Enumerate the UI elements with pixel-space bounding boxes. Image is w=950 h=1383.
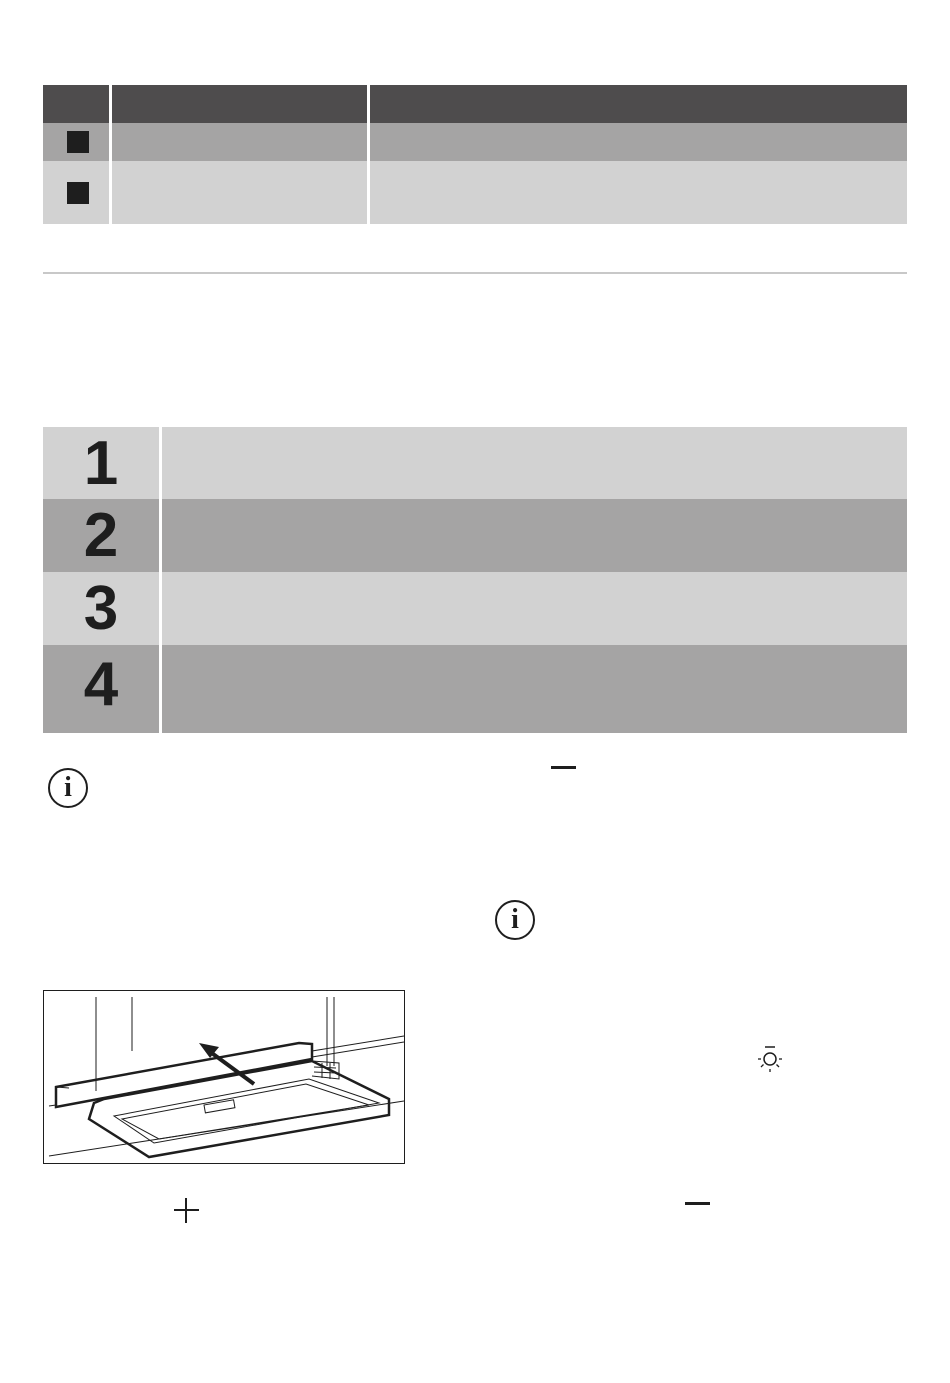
square-symbol-icon — [67, 182, 89, 204]
section-divider — [43, 272, 907, 274]
step-number: 1 — [83, 428, 119, 498]
plus-icon — [174, 1198, 199, 1223]
step-divider — [159, 499, 162, 572]
light-bulb-icon — [757, 1045, 783, 1073]
hood-drawing — [44, 991, 404, 1163]
step-number: 4 — [83, 649, 119, 719]
minus-icon — [551, 766, 576, 769]
square-symbol-icon — [67, 131, 89, 153]
step-row — [43, 572, 907, 645]
hood-illustration — [43, 990, 405, 1164]
step-divider — [159, 645, 162, 733]
step-row — [43, 645, 907, 733]
step-number: 2 — [83, 501, 119, 570]
minus-icon — [685, 1202, 710, 1205]
step-row — [43, 499, 907, 572]
table-row — [43, 123, 907, 161]
column-divider — [367, 85, 370, 224]
column-divider — [109, 85, 112, 224]
step-number: 3 — [83, 574, 119, 643]
table-row — [43, 161, 907, 224]
step-divider — [159, 427, 162, 499]
step-divider — [159, 572, 162, 645]
info-icon: i — [495, 900, 535, 940]
symbol-table-header — [43, 85, 907, 123]
info-icon: i — [48, 768, 88, 808]
step-row — [43, 427, 907, 499]
